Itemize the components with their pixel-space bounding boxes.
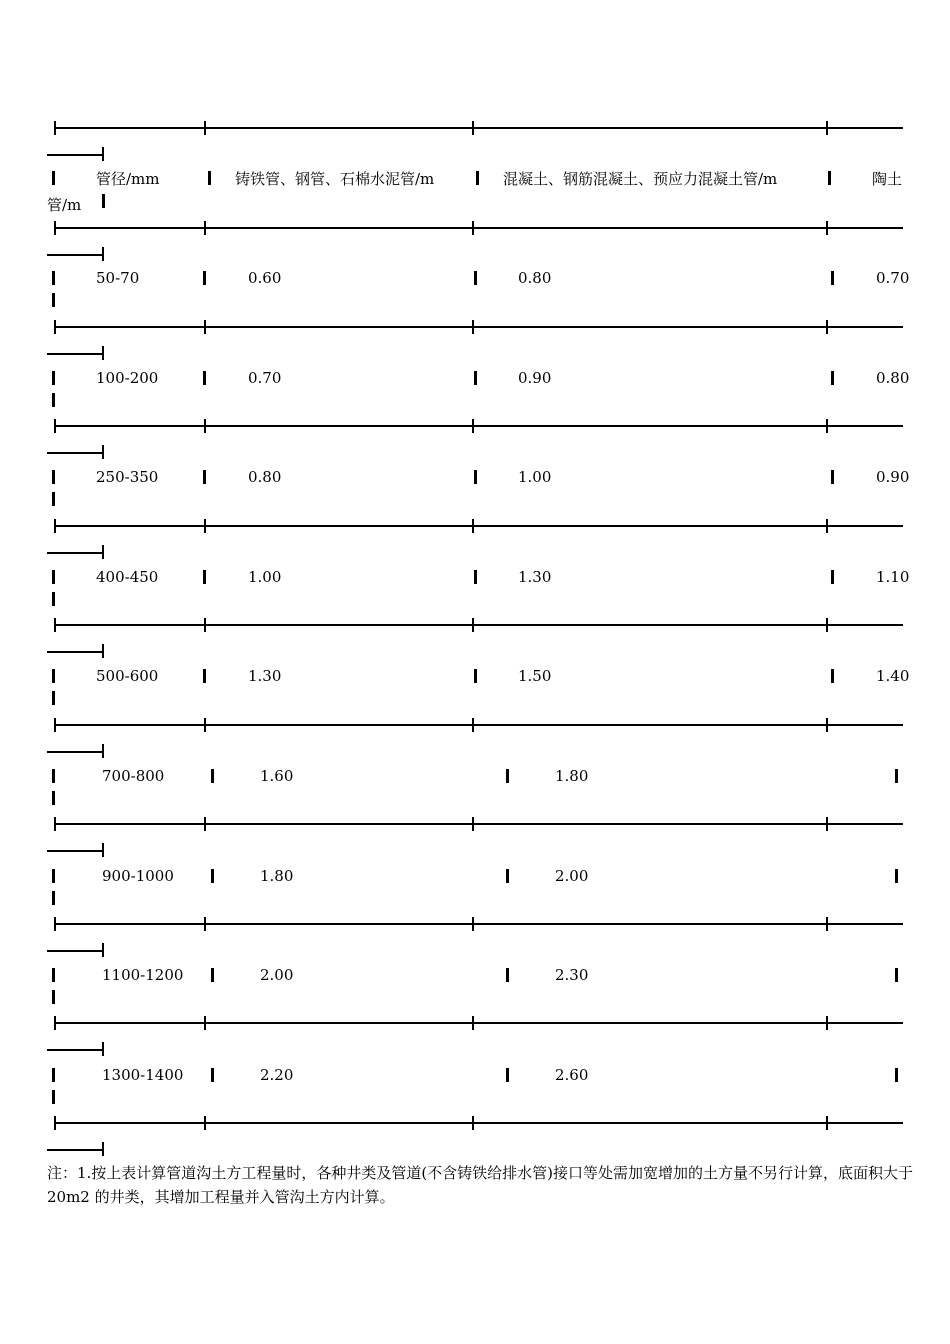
- column-bar: [52, 769, 55, 783]
- rule-tick: [204, 221, 206, 235]
- column-bar: [52, 470, 55, 484]
- rule-stub-tick: [102, 843, 104, 857]
- column-bar: [895, 1068, 898, 1082]
- column-bar: [831, 271, 834, 285]
- cell-cast-iron: 0.80: [248, 468, 282, 486]
- column-bar: [203, 271, 206, 285]
- column-bar: [474, 371, 477, 385]
- rule-stub: [47, 552, 104, 554]
- rule-stub: [47, 1149, 104, 1151]
- column-bar: [52, 791, 55, 805]
- rule-tick: [472, 320, 474, 334]
- rule-tick: [204, 1116, 206, 1130]
- column-bar: [52, 393, 55, 407]
- rule-tick: [204, 320, 206, 334]
- table-rule: [54, 326, 903, 328]
- column-bar: [895, 869, 898, 883]
- header-pipe-diameter: 管径/mm: [96, 170, 160, 188]
- cell-clay: 1.40: [876, 667, 910, 685]
- rule-tick: [54, 419, 56, 433]
- column-bar: [474, 570, 477, 584]
- rule-tick: [472, 419, 474, 433]
- column-bar: [52, 990, 55, 1004]
- rule-tick: [204, 1016, 206, 1030]
- header-cast-iron-steel: 铸铁管、钢管、石棉水泥管/m: [235, 170, 435, 188]
- column-bar: [211, 968, 214, 982]
- column-bar: [211, 869, 214, 883]
- rule-stub-tick: [102, 147, 104, 161]
- rule-stub: [47, 950, 104, 952]
- cell-cast-iron: 1.30: [248, 667, 282, 685]
- cell-cast-iron: 0.60: [248, 269, 282, 287]
- cell-concrete: 2.30: [555, 966, 589, 984]
- header-concrete: 混凝土、钢筋混凝土、预应力混凝土管/m: [503, 170, 778, 188]
- column-bar: [52, 371, 55, 385]
- column-bar: [476, 171, 479, 185]
- cell-clay: 0.80: [876, 369, 910, 387]
- cell-cast-iron: 1.00: [248, 568, 282, 586]
- rule-tick: [54, 718, 56, 732]
- cell-cast-iron: 1.80: [260, 867, 294, 885]
- rule-tick: [204, 718, 206, 732]
- rule-tick: [826, 121, 828, 135]
- column-bar: [831, 371, 834, 385]
- rule-tick: [54, 917, 56, 931]
- rule-tick: [54, 1016, 56, 1030]
- column-bar: [52, 492, 55, 506]
- cell-cast-iron: 0.70: [248, 369, 282, 387]
- rule-tick: [472, 221, 474, 235]
- cell-concrete: 0.80: [518, 269, 552, 287]
- column-bar: [831, 470, 834, 484]
- column-bar: [52, 891, 55, 905]
- rule-tick: [472, 121, 474, 135]
- table-rule: [54, 724, 903, 726]
- cell-concrete: 0.90: [518, 369, 552, 387]
- table-rule: [54, 127, 903, 129]
- rule-stub-tick: [102, 1142, 104, 1156]
- cell-diameter: 500-600: [96, 667, 159, 685]
- rule-stub-tick: [102, 744, 104, 758]
- rule-tick: [826, 618, 828, 632]
- cell-cast-iron: 2.00: [260, 966, 294, 984]
- column-bar: [506, 1068, 509, 1082]
- rule-tick: [826, 519, 828, 533]
- rule-stub: [47, 254, 104, 256]
- table-rule: [54, 624, 903, 626]
- cell-diameter: 100-200: [96, 369, 159, 387]
- rule-tick: [204, 121, 206, 135]
- cell-diameter: 50-70: [96, 269, 140, 287]
- column-bar: [506, 968, 509, 982]
- cell-diameter: 250-350: [96, 468, 159, 486]
- rule-tick: [472, 917, 474, 931]
- column-bar: [211, 1068, 214, 1082]
- rule-tick: [54, 320, 56, 334]
- rule-tick: [472, 718, 474, 732]
- table-rule: [54, 1022, 903, 1024]
- rule-tick: [204, 917, 206, 931]
- column-bar: [52, 592, 55, 606]
- column-bar: [52, 968, 55, 982]
- header-clay-line2: 管/m: [47, 196, 82, 214]
- column-bar: [506, 869, 509, 883]
- rule-tick: [472, 1016, 474, 1030]
- column-bar: [895, 968, 898, 982]
- rule-tick: [826, 1016, 828, 1030]
- rule-tick: [472, 1116, 474, 1130]
- rule-tick: [472, 618, 474, 632]
- cell-clay: 0.90: [876, 468, 910, 486]
- rule-tick: [204, 419, 206, 433]
- cell-diameter: 900-1000: [102, 867, 174, 885]
- cell-cast-iron: 2.20: [260, 1066, 294, 1084]
- cell-clay: 0.70: [876, 269, 910, 287]
- table-rule: [54, 227, 903, 229]
- rule-stub: [47, 154, 104, 156]
- table-note: 注：1.按上表计算管道沟土方工程量时，各种井类及管道(不含铸铁给排水管)接口等处需加宽增加的土方量不另行计算，底面积大于 20m2 的井类，其增加工程量并入管沟土方内计算。: [47, 1164, 914, 1206]
- rule-stub-tick: [102, 943, 104, 957]
- rule-tick: [826, 221, 828, 235]
- column-bar: [506, 769, 509, 783]
- rule-stub-tick: [102, 247, 104, 261]
- rule-stub-tick: [102, 445, 104, 459]
- cell-concrete: 1.50: [518, 667, 552, 685]
- cell-diameter: 400-450: [96, 568, 159, 586]
- rule-tick: [826, 419, 828, 433]
- cell-concrete: 1.30: [518, 568, 552, 586]
- column-bar: [52, 171, 55, 185]
- rule-tick: [54, 618, 56, 632]
- rule-tick: [204, 817, 206, 831]
- rule-tick: [54, 1116, 56, 1130]
- column-bar: [52, 293, 55, 307]
- table-rule: [54, 525, 903, 527]
- cell-clay: 1.10: [876, 568, 910, 586]
- table-rule: [54, 425, 903, 427]
- column-bar: [52, 570, 55, 584]
- column-bar: [474, 470, 477, 484]
- cell-concrete: 1.80: [555, 767, 589, 785]
- column-bar: [895, 769, 898, 783]
- column-bar: [52, 271, 55, 285]
- column-bar: [203, 669, 206, 683]
- rule-tick: [826, 817, 828, 831]
- table-rule: [54, 1122, 903, 1124]
- rule-tick: [826, 917, 828, 931]
- rule-stub: [47, 850, 104, 852]
- column-bar: [208, 171, 211, 185]
- column-bar: [102, 194, 105, 208]
- rule-tick: [204, 519, 206, 533]
- column-bar: [474, 669, 477, 683]
- column-bar: [52, 1068, 55, 1082]
- column-bar: [474, 271, 477, 285]
- rule-stub: [47, 751, 104, 753]
- column-bar: [203, 371, 206, 385]
- column-bar: [203, 570, 206, 584]
- table-rule: [54, 823, 903, 825]
- column-bar: [52, 669, 55, 683]
- rule-tick: [54, 519, 56, 533]
- cell-concrete: 2.00: [555, 867, 589, 885]
- rule-stub: [47, 353, 104, 355]
- column-bar: [52, 869, 55, 883]
- table-rule: [54, 923, 903, 925]
- column-bar: [831, 570, 834, 584]
- cell-diameter: 1100-1200: [102, 966, 184, 984]
- rule-stub-tick: [102, 346, 104, 360]
- cell-concrete: 2.60: [555, 1066, 589, 1084]
- cell-concrete: 1.00: [518, 468, 552, 486]
- column-bar: [831, 669, 834, 683]
- rule-tick: [54, 817, 56, 831]
- column-bar: [203, 470, 206, 484]
- column-bar: [828, 171, 831, 185]
- rule-tick: [472, 817, 474, 831]
- cell-diameter: 1300-1400: [102, 1066, 184, 1084]
- rule-tick: [54, 221, 56, 235]
- rule-tick: [472, 519, 474, 533]
- column-bar: [52, 1090, 55, 1104]
- column-bar: [211, 769, 214, 783]
- rule-stub: [47, 1049, 104, 1051]
- rule-stub-tick: [102, 545, 104, 559]
- rule-tick: [204, 618, 206, 632]
- cell-diameter: 700-800: [102, 767, 165, 785]
- rule-stub-tick: [102, 1042, 104, 1056]
- column-bar: [52, 691, 55, 705]
- rule-stub-tick: [102, 644, 104, 658]
- rule-tick: [826, 1116, 828, 1130]
- cell-cast-iron: 1.60: [260, 767, 294, 785]
- rule-tick: [54, 121, 56, 135]
- header-clay-line1: 陶土: [872, 170, 903, 188]
- rule-tick: [826, 320, 828, 334]
- rule-tick: [826, 718, 828, 732]
- rule-stub: [47, 651, 104, 653]
- rule-stub: [47, 452, 104, 454]
